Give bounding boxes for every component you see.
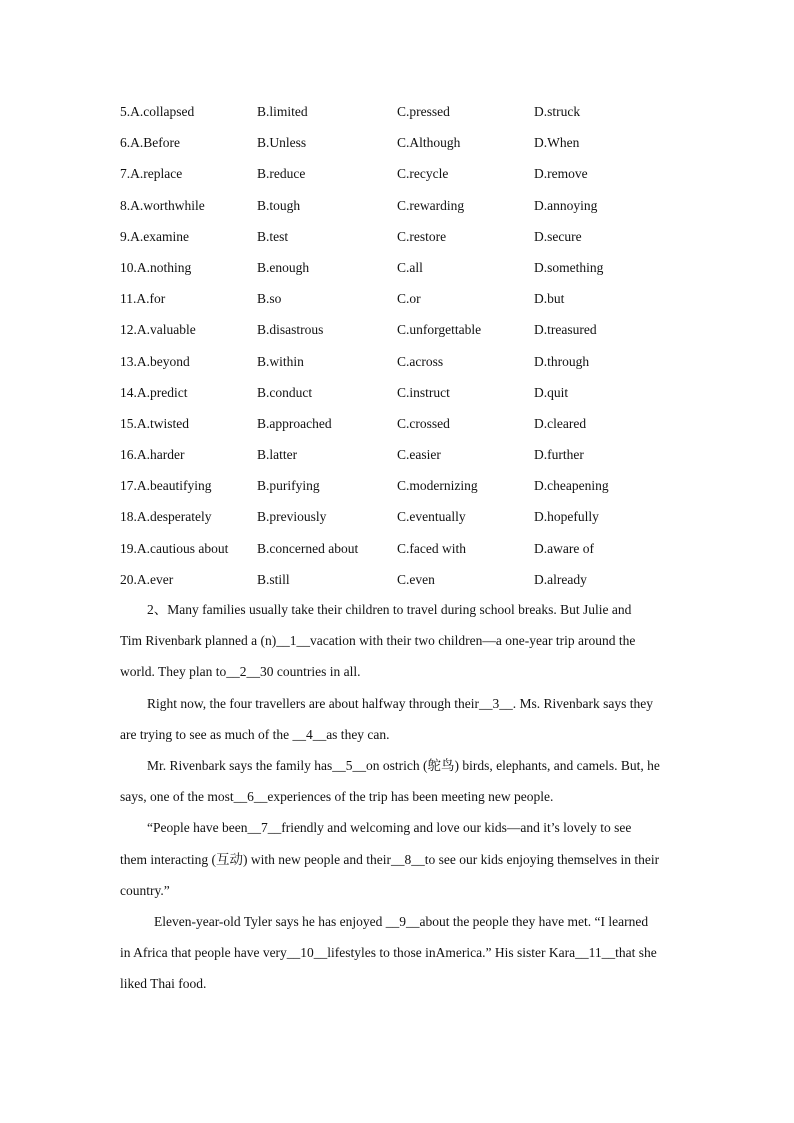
option-b: B.reduce	[257, 166, 306, 182]
option-a: 20.A.ever	[120, 571, 174, 587]
option-d: D.quit	[534, 384, 569, 400]
option-row	[120, 225, 680, 256]
option-a: 13.A.beyond	[120, 353, 190, 369]
passage-line: world. They plan to__2__30 countries in all.	[120, 664, 361, 680]
option-row	[120, 381, 680, 412]
option-d: D.struck	[534, 104, 581, 119]
option-a: 17.A.beautifying	[120, 478, 212, 494]
option-a: 8.A.worthwhile	[120, 197, 205, 213]
option-row	[120, 568, 680, 599]
option-c: C.faced with	[397, 540, 466, 556]
option-row	[120, 131, 680, 162]
option-c: C.modernizing	[397, 478, 478, 494]
option-c: C.easier	[397, 447, 441, 463]
option-row	[120, 100, 680, 131]
passage-line: “People have been__7__friendly and welcoming and love our kids—and it’s lovely to see	[147, 820, 632, 836]
option-a: 11.A.for	[120, 291, 166, 307]
option-a: 9.A.examine	[120, 228, 189, 244]
option-row	[120, 256, 680, 287]
option-d: D.cheapening	[534, 478, 609, 494]
option-b: B.concerned about	[257, 540, 359, 556]
option-a: 16.A.harder	[120, 447, 185, 463]
answer-options-table	[120, 100, 680, 599]
option-d: D.further	[534, 447, 584, 463]
passage-line: 2、Many families usually take their children to travel during school breaks. But Julie and	[147, 602, 632, 617]
option-d: D.but	[534, 291, 565, 307]
option-d: D.secure	[534, 228, 582, 244]
option-row	[120, 162, 680, 193]
passage-line: liked Thai food.	[120, 976, 207, 992]
option-b: B.so	[257, 291, 282, 307]
option-row	[120, 443, 680, 474]
option-c: C.recycle	[397, 166, 449, 182]
option-b: B.purifying	[257, 478, 320, 494]
passage-line: are trying to see as much of the __4__as they can.	[120, 726, 390, 742]
option-b: B.within	[257, 353, 304, 369]
option-c: C.crossed	[397, 415, 450, 431]
option-row	[120, 505, 680, 536]
option-row	[120, 474, 680, 505]
option-c: C.across	[397, 353, 444, 369]
option-c: C.eventually	[397, 509, 466, 525]
option-a: 14.A.predict	[120, 384, 188, 400]
passage-line: in Africa that people have very__10__lifestyles to those inAmerica.” His sister Kara__11__that she	[120, 945, 657, 961]
option-a: 5.A.collapsed	[120, 104, 195, 119]
option-row	[120, 287, 680, 318]
option-b: B.Unless	[257, 135, 307, 151]
option-row	[120, 537, 680, 568]
option-d: D.cleared	[534, 415, 587, 431]
passage-line: them interacting (互动) with new people and their__8__to see our kids enjoying themselves in their	[120, 851, 660, 867]
passage-line: says, one of the most__6__experiences of the trip has been meeting new people.	[120, 789, 554, 805]
option-b: B.disastrous	[257, 322, 324, 338]
option-d: D.something	[534, 259, 604, 275]
option-d: D.hopefully	[534, 509, 599, 525]
option-a: 10.A.nothing	[120, 259, 192, 275]
option-a: 15.A.twisted	[120, 415, 189, 431]
option-c: C.all	[397, 259, 423, 275]
option-c: C.instruct	[397, 384, 450, 400]
option-c: C.or	[397, 291, 421, 307]
option-a: 6.A.Before	[120, 135, 180, 151]
passage-line: Tim Rivenbark planned a (n)__1__vacation with their two children—a one-year trip around the	[120, 633, 636, 649]
option-c: C.even	[397, 571, 435, 587]
passage-line: Right now, the four travellers are about halfway through their__3__. Ms. Rivenbark says they	[147, 695, 654, 711]
option-b: B.latter	[257, 447, 298, 463]
option-a: 7.A.replace	[120, 166, 183, 182]
option-row	[120, 350, 680, 381]
passage-line: Eleven-year-old Tyler says he has enjoyed __9__about the people they have met. “I learned	[154, 913, 649, 929]
passage-line: Mr. Rivenbark says the family has__5__on ostrich (鸵鸟) birds, elephants, and camels. But, he	[147, 757, 660, 773]
option-row	[120, 412, 680, 443]
option-a: 19.A.cautious about	[120, 540, 229, 556]
option-c: C.unforgettable	[397, 322, 482, 338]
option-a: 18.A.desperately	[120, 509, 212, 525]
option-row	[120, 318, 680, 349]
option-d: D.remove	[534, 166, 588, 182]
option-b: B.test	[257, 228, 289, 244]
option-row	[120, 194, 680, 225]
option-b: B.tough	[257, 197, 301, 213]
option-b: B.approached	[257, 415, 332, 431]
option-b: B.conduct	[257, 384, 313, 400]
reading-passage	[120, 597, 680, 1002]
option-d: D.treasured	[534, 322, 597, 338]
option-d: D.already	[534, 571, 587, 587]
option-b: B.still	[257, 571, 290, 587]
option-c: C.Although	[397, 135, 461, 151]
option-d: D.through	[534, 353, 590, 369]
option-d: D.aware of	[534, 540, 594, 556]
option-b: B.previously	[257, 509, 327, 525]
option-b: B.limited	[257, 104, 308, 119]
option-b: B.enough	[257, 259, 310, 275]
option-d: D.When	[534, 135, 580, 151]
option-c: C.pressed	[397, 104, 450, 119]
option-d: D.annoying	[534, 197, 598, 213]
passage-line: country.”	[120, 882, 170, 898]
option-a: 12.A.valuable	[120, 322, 196, 338]
option-c: C.rewarding	[397, 197, 465, 213]
option-c: C.restore	[397, 228, 447, 244]
